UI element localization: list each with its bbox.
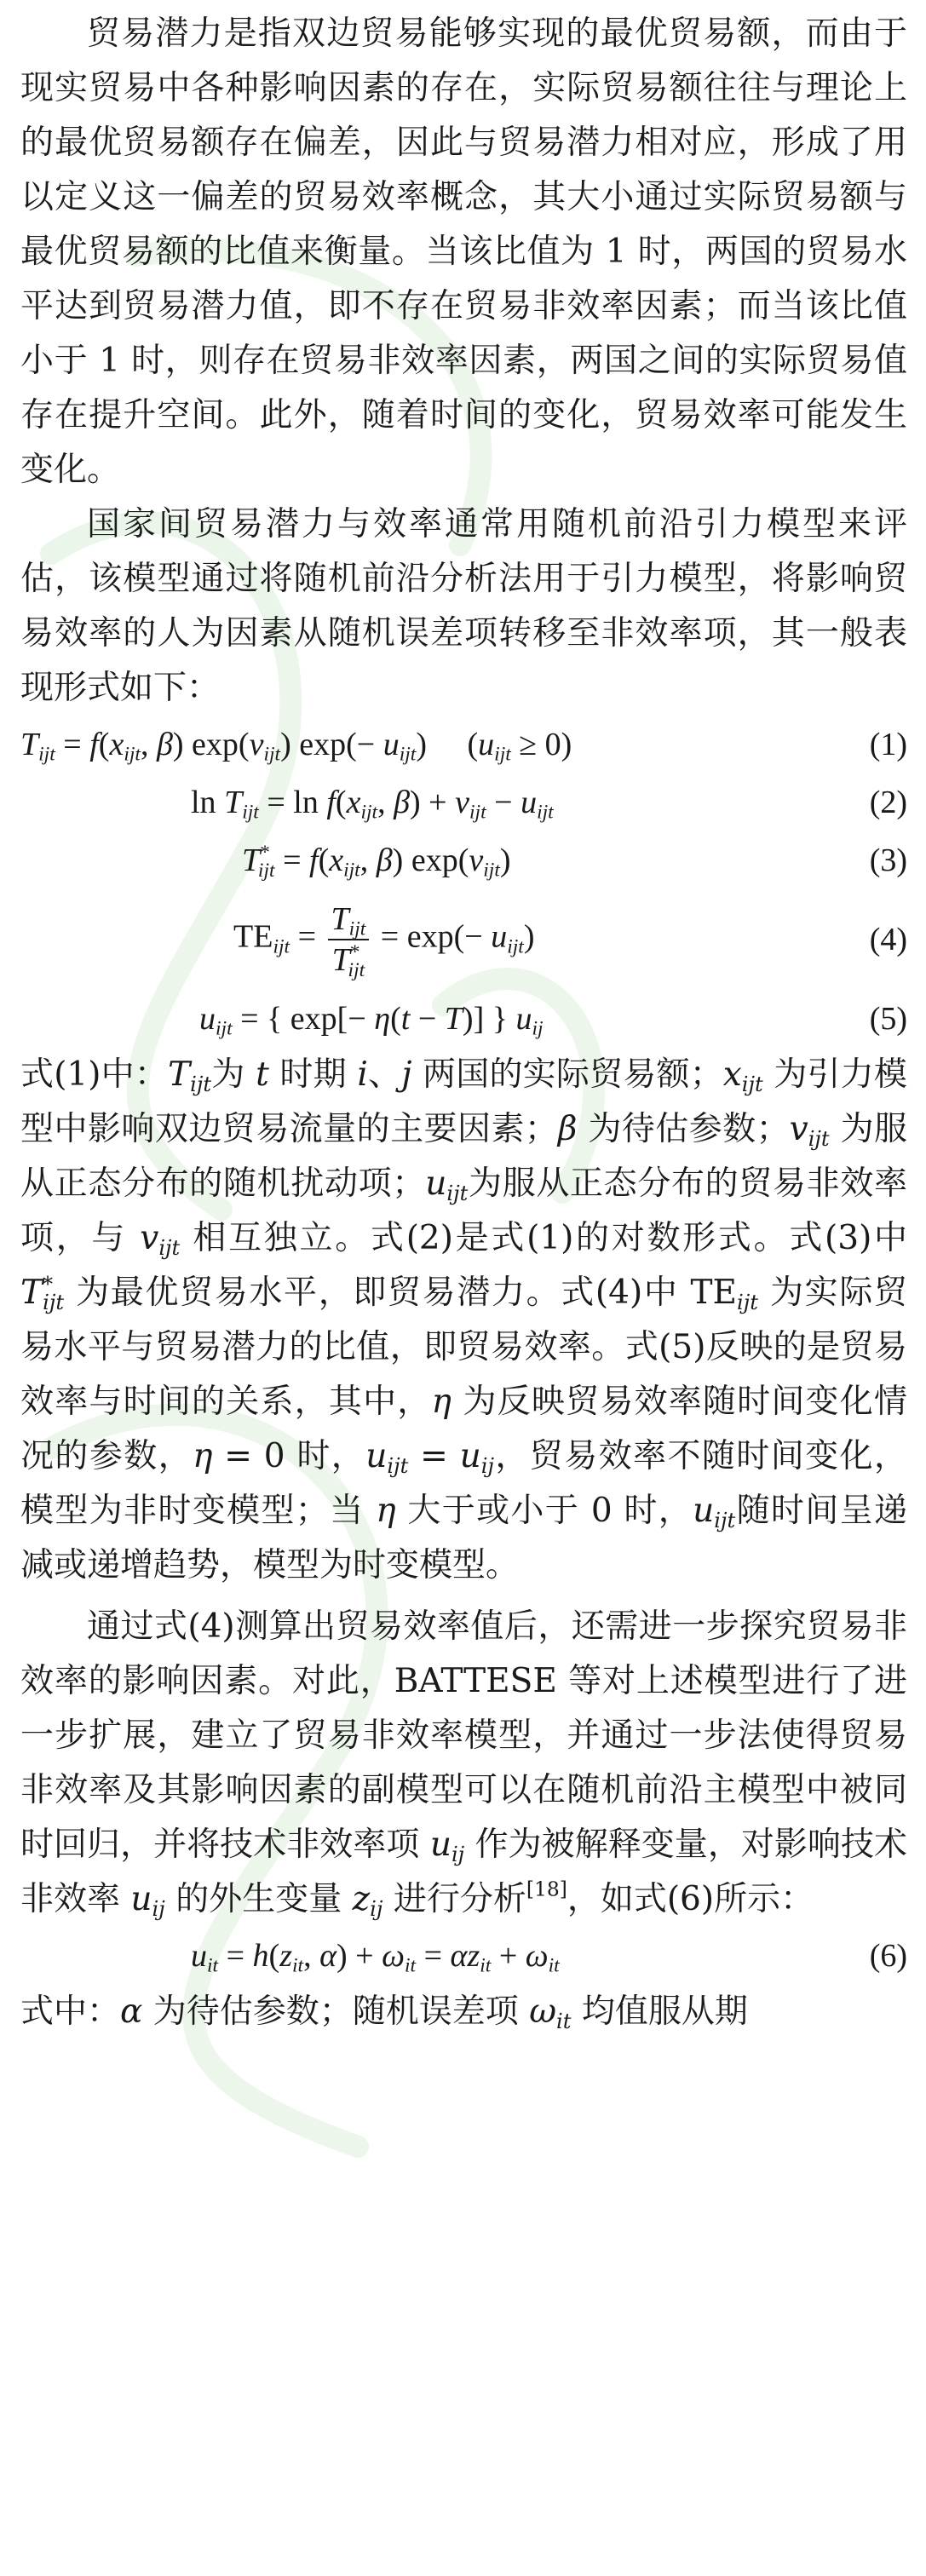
equation-2-number: (2) [869,785,907,820]
equation-2: $\ln T_{ijt} = \ln f(x_{ijt}$, $\beta) + v_{ijt} - u_{ijt}$ (2) [20,773,907,831]
equation-4: $TE_{ijt}$ = $\frac{T_{ijt}}{T^*_{ijt}}$ = $\exp(- u_{ijt})$ (4) [233,901,907,981]
paragraph-5: 式中：α 为待估参数；随机误差项 $\omega_{it}$ 均值服从期 [20,1992,748,2033]
paragraph-4: 通过式(4)测算出贸易效率值后，还需进一步探究贸易非效率的影响因素。对此，BATTESE 等对上述模型进行了进一步扩展，建立了贸易非效率模型，并通过一步法使得贸易非效率及其影响因素的副模型可以在随机前沿主模型中被同时回归，并将技术非效率项 $u_{ij}$ 作为被解释变量，对影响技术非效率 $u_{ij}$ 的外生变量 $z_{ij}$ 进行分析[18]，如式(6)所示： [20,1607,907,1921]
equation-4-number: (4) [869,922,907,957]
paragraph-2: 国家间贸易潜力与效率通常用随机前沿引力模型来评估，该模型通过将随机前沿分析法用于引力模型，将影响贸易效率的人为因素从随机误差项转移至非效率项，其一般表现形式如下： [20,505,907,707]
equation-1-number: (1) [869,727,907,762]
paragraph-1: 贸易潜力是指双边贸易能够实现的最优贸易额，而由于现实贸易中各种影响因素的存在，实际贸易额往往与理论上的最优贸易额存在偏差，因此与贸易潜力相对应，形成了用以定义这一偏差的贸易效率概念，其大小通过实际贸易额与最优贸易额的比值来衡量。当该比值为 1 时，两国的贸易水平达到贸易潜力值，即不存在贸易非效率因素；而当该比值小于 1 时，则存在贸易非效率因素，两国之间的实际贸易值存在提升空间。此外，随着时间的变化，贸易效率可能发生变化。 [20,14,907,489]
equation-6: $u_{it} = h(z_{it}$, $\alpha) + \omega_{it} = \alpha z_{it} + \omega_{it}$ (6) [20,1927,907,1985]
equation-5: $u_{ijt}$ = { exp[− η(t − T)] } $u_{ij}$ (5) [20,990,907,1048]
equation-3: $T^*_{ijt} = f(x_{ijt}$, β) $\exp(v_{ijt})$ (3) [20,831,907,889]
citation: [18] [526,1877,567,1901]
equation-1: $T_{ijt} = f(x_{ijt}$, β) $\exp(v_{ijt})$ $\exp(- u_{ijt})$ $(u_{ijt} \ge 0)$ (1) [20,716,907,773]
equation-3-number: (3) [869,842,907,878]
equation-5-number: (5) [869,1001,907,1037]
equation-6-number: (6) [869,1938,907,1974]
paragraph-3: 式(1)中：$T_{ijt}$为 t 时期 i、j 两国的实际贸易额；$x_{ijt}$ 为引力模型中影响双边贸易流量的主要因素；β 为待估参数；$v_{ijt}$ 为服从正态分布的随机扰动项；$u_{ijt}$为服从正态分布的贸易非效率项，与 $v_{ijt}$ 相互独立。式(2)是式(1)的对数形式。式(3)中 $T^*_{ijt}$ 为最优贸易水平，即贸易潜力。式(4)中 $TE_{ijt}$ 为实际贸易水平与贸易潜力的比值，即贸易效率。式(5)反映的是贸易效率与时间的关系，其中，η 为反映贸易效率随时间变化情况的参数，η = 0 时，$u_{ijt} = u_{ij}$，贸易效率不随时间变化，模型为非时变模型；当 η 大于或小于 0 时，$u_{ijt}$随时间呈递减或递增趋势，模型为时变模型。 [20,1055,908,1584]
